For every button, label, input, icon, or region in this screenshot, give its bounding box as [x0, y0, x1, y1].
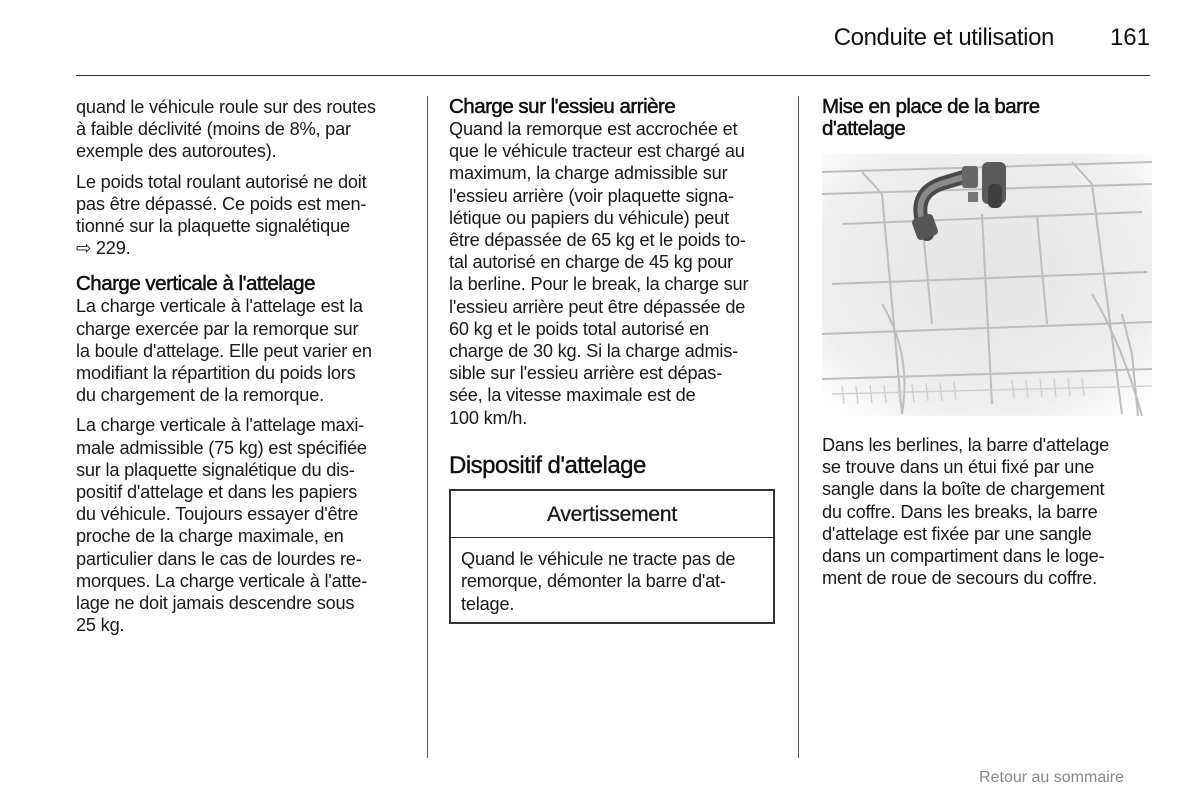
warning-body: Quand le véhicule ne tracte pas de remorque, démonter la barre d'at- telage.: [461, 549, 736, 614]
header-title: Conduite et utilisation: [833, 24, 1054, 51]
back-to-contents-link[interactable]: Retour au sommaire: [979, 769, 1124, 786]
paragraph-vertical-load: La charge verticale à l'attelage est la charge exercée par la remorque sur la boule d'attelage. Elle peut varier en modifiant la répartition du poids lors du chargement de la remorque.: [76, 296, 372, 406]
page-number: 161: [1109, 24, 1150, 51]
page-reference-link[interactable]: ⇨ 229.: [76, 238, 131, 259]
column-divider-right: [798, 96, 799, 758]
paragraph-towbar-location: Dans les berlines, la barre d'attelage se trouve dans un étui fixé par une sangle dans la boîte de chargement du coffre. Dans les breaks, la barre d'attelage est fixée par une sangle dans un compartiment dans le loge- ment de roue de secours du coffre.: [822, 435, 1110, 589]
warning-box: [449, 489, 775, 624]
heading-vertical-load: Charge verticale à l'attelage: [76, 272, 315, 296]
column-3: [822, 96, 1152, 597]
heading-towbar-installation: Mise en place de la barre d'attelage: [822, 95, 1040, 140]
paragraph-rear-axle-load: Quand la remorque est accrochée et que le véhicule tracteur est chargé au maximum, la charge admissible sur l'essieu arrière (voir plaquette signa- létique ou papiers du véhicule) peut être dépassée de 65 kg et le poids to- tal autorisé en charge de 45 kg pour la berline. Pour le break, la charge sur l'essieu arrière peut être dépassée de 60 kg et le poids total autorisé en charge de 30 kg. Si la charge admis- sible sur l'essieu arrière est dépas- sée, la vitesse maximale est de 100 km/h.: [449, 119, 749, 428]
paragraph-max-vertical-load: La charge verticale à l'attelage maxi- male admissible (75 kg) est spécifiée sur la plaquette signalétique du dis- positif d'attelage et dans les papiers du véhicule. Toujours essayer d'être proche de la charge maximale, en particulier dans le cas de lourdes re- morques. La charge verticale à l'atte- lage ne doit jamais descendre sous 25 kg.: [76, 415, 368, 636]
heading-towing-device: Dispositif d'attelage: [449, 451, 646, 479]
column-1: [76, 96, 408, 644]
towbar-illustration: [822, 154, 1152, 416]
header-divider: [76, 75, 1150, 76]
heading-rear-axle-load: Charge sur l'essieu arrière: [449, 95, 676, 118]
trunk-towbar-drawing: [822, 154, 1152, 416]
column-2: [449, 96, 781, 624]
warning-title: Avertissement: [451, 491, 773, 538]
paragraph-total-weight: Le poids total roulant autorisé ne doit pas être dépassé. Ce poids est men- tionné sur la plaquette signalétique ⇨ 229.: [76, 171, 408, 260]
paragraph-continuation: quand le véhicule roule sur des routes à faible déclivité (moins de 8%, par exemple des autoroutes).: [76, 97, 376, 162]
column-divider-left: [427, 96, 428, 758]
